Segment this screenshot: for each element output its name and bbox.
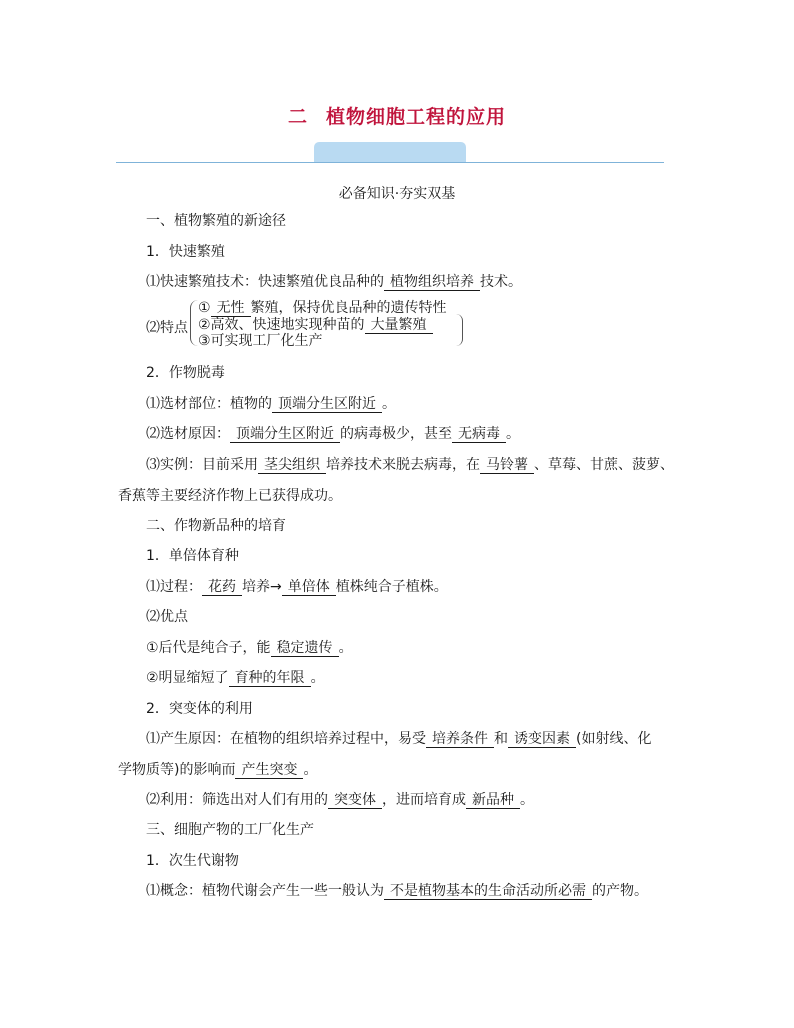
s3-heading: 三、细胞产物的工厂化生产 bbox=[146, 822, 314, 838]
s2-p1: ⑴过程： 花药 培养→ 单倍体 植株纯合子植株。 bbox=[146, 579, 448, 595]
s2-p5-line2: 学物质等)的影响而 产生突变 。 bbox=[118, 762, 318, 778]
s1-p4: ⑶实例：目前采用 茎尖组织 培养技术来脱去病毒，在 马铃薯 、草莓、甘蔗、菠萝、 bbox=[146, 457, 674, 473]
s1-p1: ⑴快速繁殖技术：快速繁殖优良品种的 植物组织培养 技术。 bbox=[146, 274, 522, 290]
blank: 马铃薯 bbox=[480, 457, 534, 474]
s2-sub1: 1．单倍体育种 bbox=[146, 548, 239, 564]
s2-heading: 二、作物新品种的培育 bbox=[146, 518, 286, 534]
right-brace bbox=[456, 314, 463, 346]
header-rule bbox=[116, 162, 664, 163]
s1-sub2: 2．作物脱毒 bbox=[146, 365, 225, 381]
s2-p2: ⑵优点 bbox=[146, 609, 188, 625]
blank: 突变体 bbox=[328, 792, 382, 809]
s1-p3: ⑵选材原因： 顶端分生区附近 的病毒极少，甚至 无病毒 。 bbox=[146, 426, 520, 442]
s2-p6: ⑵利用：筛选出对人们有用的 突变体 ，进而培育成 新品种 。 bbox=[146, 792, 534, 808]
s2-p3: ①后代是纯合子，能 稳定遗传 。 bbox=[146, 640, 353, 656]
blank: 育种的年限 bbox=[229, 670, 311, 687]
s1-p2: ⑴选材部位：植物的 顶端分生区附近 。 bbox=[146, 396, 396, 412]
s1-sub1: 1．快速繁殖 bbox=[146, 244, 225, 260]
blank: 植物组织培养 bbox=[384, 274, 480, 291]
blank: 培养条件 bbox=[426, 731, 494, 748]
features-label: ⑵特点 bbox=[146, 320, 188, 336]
section-heading: 必备知识·夯实双基 bbox=[338, 186, 456, 202]
blank: 不是植物基本的生命活动所必需 bbox=[384, 883, 592, 900]
blank: 产生突变 bbox=[235, 762, 303, 779]
feature-item: ②高效、快速地实现种苗的 大量繁殖 bbox=[198, 317, 447, 334]
page-title bbox=[0, 102, 794, 129]
feature-item: ③可实现工厂化生产 bbox=[198, 333, 323, 349]
blank: 茎尖组织 bbox=[258, 457, 326, 474]
blank: 单倍体 bbox=[282, 579, 336, 596]
title-number: 二 bbox=[287, 106, 308, 128]
s2-p5: ⑴产生原因：在植物的组织培养过程中，易受 培养条件 和 诱变因素 (如射线、化 bbox=[146, 731, 652, 747]
blank: 大量繁殖 bbox=[365, 317, 433, 334]
blank: 无性 bbox=[211, 300, 251, 317]
s3-p1: ⑴概念：植物代谢会产生一些一般认为 不是植物基本的生命活动所必需 的产物。 bbox=[146, 883, 648, 899]
s1-p4-line2: 香蕉等主要经济作物上已获得成功。 bbox=[118, 488, 342, 504]
blank: 顶端分生区附近 bbox=[230, 426, 340, 443]
blank: 无病毒 bbox=[452, 426, 506, 443]
s1-heading: 一、植物繁殖的新途径 bbox=[146, 213, 286, 229]
blank: 稳定遗传 bbox=[271, 640, 339, 657]
header-tab bbox=[314, 142, 466, 162]
blank: 新品种 bbox=[466, 792, 520, 809]
blank: 诱变因素 bbox=[508, 731, 576, 748]
blank: 花药 bbox=[202, 579, 242, 596]
s2-p4: ②明显缩短了 育种的年限 。 bbox=[146, 670, 325, 686]
s3-sub1: 1．次生代谢物 bbox=[146, 853, 239, 869]
feature-item: ① 无性 繁殖，保持优良品种的遗传特性 bbox=[198, 300, 447, 316]
title-text: 植物细胞工程的应用 bbox=[326, 106, 507, 128]
s2-sub2: 2．突变体的利用 bbox=[146, 701, 253, 717]
features-list bbox=[198, 300, 447, 349]
blank: 顶端分生区附近 bbox=[272, 396, 382, 413]
